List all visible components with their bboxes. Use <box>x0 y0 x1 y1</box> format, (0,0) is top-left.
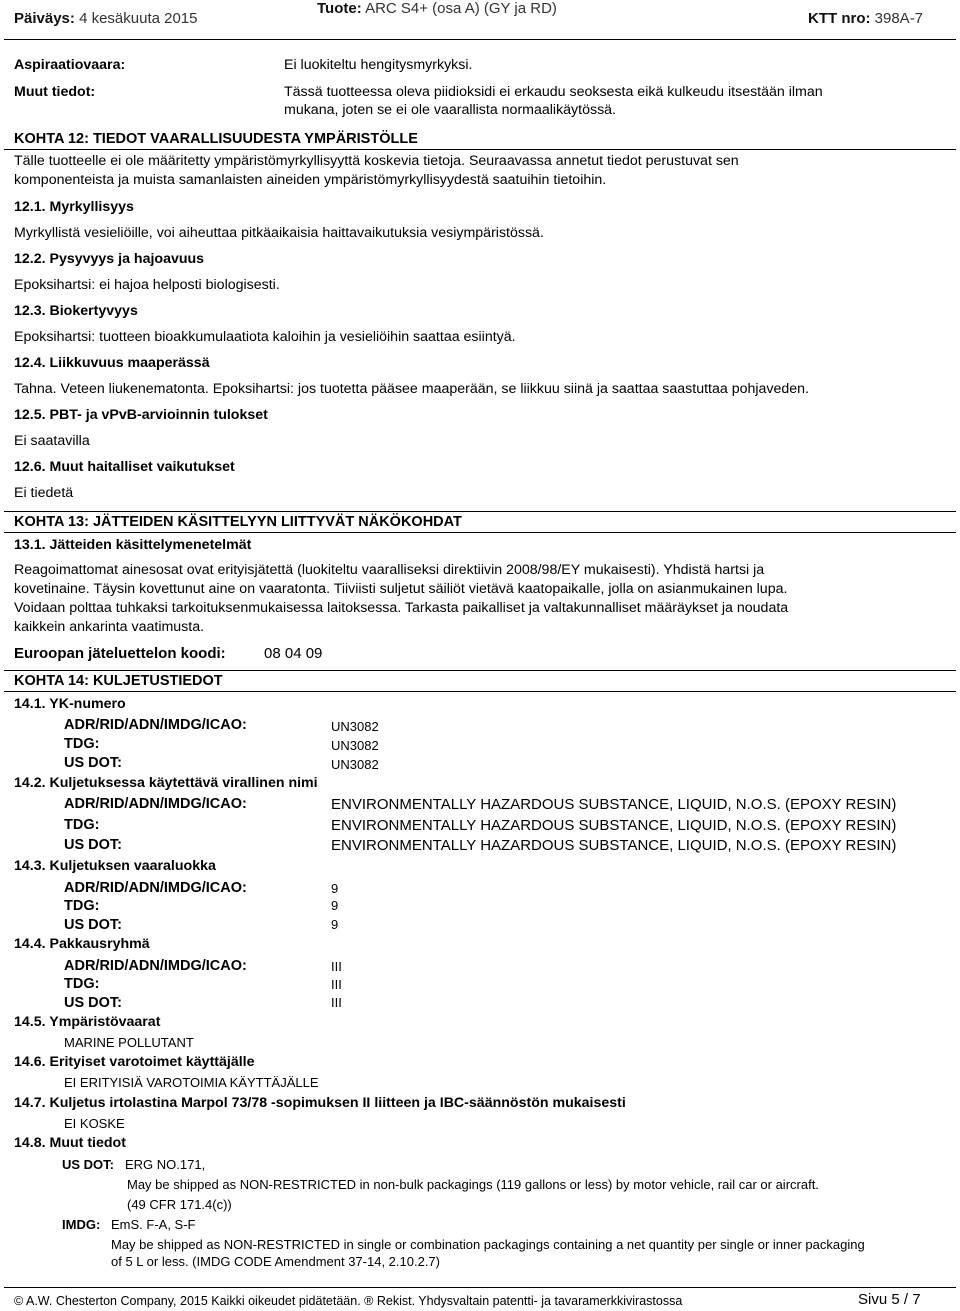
un-tdg-value: UN3082 <box>331 738 379 753</box>
date-field <box>14 10 198 27</box>
date-value: 4 kesäkuuta 2015 <box>79 10 198 27</box>
pg-us-value: III <box>331 995 342 1010</box>
name-tdg-value: ENVIRONMENTALLY HAZARDOUS SUBSTANCE, LIQUID, N.O.S. (EPOXY RESIN) <box>331 817 897 834</box>
usdot-note-2: (49 CFR 171.4(c)) <box>127 1197 232 1212</box>
s14-5-heading: 14.5. Ympäristövaarat <box>14 1014 161 1030</box>
footer-page-number: Sivu 5 / 7 <box>858 1291 921 1308</box>
name-adr-value: ENVIRONMENTALLY HAZARDOUS SUBSTANCE, LIQUID, N.O.S. (EPOXY RESIN) <box>331 796 897 813</box>
s12-intro-1: Tälle tuotteelle ei ole määritetty ympäristömyrkyllisyyttä koskevia tietoja. Seuraavassa annetut tiedot perustuvat sen <box>14 153 739 169</box>
un-us-value: UN3082 <box>331 757 379 772</box>
usdot-label: US DOT: <box>62 1157 114 1172</box>
date-label: Päiväys: <box>14 10 75 27</box>
class-tdg-value: 9 <box>331 898 339 913</box>
header-divider <box>4 39 956 40</box>
s13-1-line-1: Reagoimattomat ainesosat ovat erityisjätettä (luokiteltu vaaralliseksi direktiivin 2008/98/EY mukaisesti). Yhdistä hartsi ja <box>14 562 765 578</box>
usdot-value: ERG NO.171, <box>125 1157 206 1172</box>
s12-2-text: Epoksihartsi: ei hajoa helposti biologisesti. <box>14 277 280 293</box>
section-13-divider <box>4 532 956 533</box>
s12-5-heading: 12.5. PBT- ja vPvB-arvioinnin tulokset <box>14 407 268 423</box>
section-14-top-divider <box>4 670 956 671</box>
s12-4-text: Tahna. Veteen liukenematonta. Epoksihartsi: jos tuotetta pääsee maaperään, se liikkuu siinä ja saattaa saastuttaa pohjaveden. <box>14 381 810 397</box>
imdg-label: IMDG: <box>62 1217 101 1232</box>
s12-intro-2: komponenteista ja muista samanlaisten aineiden ympäristömyrkyllisyydestä saatuihin tietoihin. <box>14 172 607 188</box>
name-tdg-label: TDG: <box>64 817 100 833</box>
section-12-title: KOHTA 12: TIEDOT VAARALLISUUDESTA YMPÄRISTÖLLE <box>14 131 418 147</box>
s14-2-heading: 14.2. Kuljetuksessa käytettävä virallinen nimi <box>14 775 318 791</box>
waste-code-label: Euroopan jäteluettelon koodi: <box>14 645 226 662</box>
waste-code-value: 08 04 09 <box>264 645 323 662</box>
un-tdg-label: TDG: <box>64 736 100 752</box>
imdg-note-2: of 5 L or less. (IMDG CODE Amendment 37-14, 2.10.2.7) <box>111 1254 440 1269</box>
name-us-label: US DOT: <box>64 837 122 853</box>
ktt-label: KTT nro: <box>808 10 871 27</box>
s14-7-heading: 14.7. Kuljetus irtolastina Marpol 73/78 -sopimuksen II liitteen ja IBC-säännöstön mukaisesti <box>14 1095 626 1111</box>
s13-1-heading: 13.1. Jätteiden käsittelymenetelmät <box>14 537 252 553</box>
s12-1-heading: 12.1. Myrkyllisyys <box>14 199 134 215</box>
s14-7-text: EI KOSKE <box>64 1116 125 1131</box>
imdg-value: EmS. F-A, S-F <box>111 1217 196 1232</box>
s14-4-heading: 14.4. Pakkausryhmä <box>14 936 150 952</box>
other-info-line-2: mukana, joten se ei ole vaarallista normaalikäytössä. <box>284 102 616 118</box>
section-12-divider <box>4 149 956 150</box>
name-us-value: ENVIRONMENTALLY HAZARDOUS SUBSTANCE, LIQUID, N.O.S. (EPOXY RESIN) <box>331 837 897 854</box>
aspiration-label: Aspiraatiovaara: <box>14 57 126 73</box>
footer-copyright: © A.W. Chesterton Company, 2015 Kaikki oikeudet pidätetään. ® Rekist. Yhdysvaltain patentti- ja tavaramerkkivirastossa <box>14 1294 683 1308</box>
ktt-field <box>808 10 923 27</box>
section-13-title: KOHTA 13: JÄTTEIDEN KÄSITTELYYN LIITTYVÄT NÄKÖKOHDAT <box>14 514 462 530</box>
s14-1-heading: 14.1. YK-numero <box>14 696 126 712</box>
s12-2-heading: 12.2. Pysyvyys ja hajoavuus <box>14 251 205 267</box>
s12-3-heading: 12.3. Biokertyvyys <box>14 303 138 319</box>
pg-adr-label: ADR/RID/ADN/IMDG/ICAO: <box>64 958 247 974</box>
other-info-line-1: Tässä tuotteessa oleva piidioksidi ei erkaudu seoksesta eikä kulkeudu itsestään ilman <box>284 84 823 100</box>
page-header <box>0 0 960 38</box>
un-adr-label: ADR/RID/ADN/IMDG/ICAO: <box>64 717 247 733</box>
s12-6-heading: 12.6. Muut haitalliset vaikutukset <box>14 459 235 475</box>
class-adr-value: 9 <box>331 881 339 896</box>
s12-3-text: Epoksihartsi: tuotteen bioakkumulaatiota kaloihin ja vesieliöihin saattaa esiintyä. <box>14 329 516 345</box>
pg-us-label: US DOT: <box>64 995 122 1011</box>
un-us-label: US DOT: <box>64 755 122 771</box>
section-13-top-divider <box>4 511 956 512</box>
pg-tdg-value: III <box>331 977 342 992</box>
footer-divider <box>4 1287 956 1288</box>
ktt-value: 398A-7 <box>874 10 924 27</box>
s13-1-line-3: Voidaan polttaa tuhkaksi tarkoituksenmukaisessa laitoksessa. Tarkasta paikalliset ja valtakunnalliset määräykset ja noudata <box>14 600 789 616</box>
s12-4-heading: 12.4. Liikkuvuus maaperässä <box>14 355 210 371</box>
s14-6-heading: 14.6. Erityiset varotoimet käyttäjälle <box>14 1054 255 1070</box>
other-info-label: Muut tiedot: <box>14 84 96 100</box>
class-us-label: US DOT: <box>64 917 122 933</box>
s14-8-heading: 14.8. Muut tiedot <box>14 1135 126 1151</box>
section-14-divider <box>4 691 956 692</box>
un-adr-value: UN3082 <box>331 719 379 734</box>
aspiration-value: Ei luokiteltu hengitysmyrkyksi. <box>284 57 473 73</box>
class-tdg-label: TDG: <box>64 898 100 914</box>
pg-tdg-label: TDG: <box>64 976 100 992</box>
s12-6-text: Ei tiedetä <box>14 485 74 501</box>
usdot-note-1: May be shipped as NON-RESTRICTED in non-bulk packagings (119 gallons or less) by motor vehicle, rail car or aircraft. <box>127 1177 819 1192</box>
s14-6-text: EI ERITYISIÄ VAROTOIMIA KÄYTTÄJÄLLE <box>64 1075 319 1090</box>
product-value: ARC S4+ (osa A) (GY ja RD) <box>365 0 557 17</box>
s13-1-line-4: kaikkein ankarinta vaatimusta. <box>14 619 205 635</box>
name-adr-label: ADR/RID/ADN/IMDG/ICAO: <box>64 796 247 812</box>
class-us-value: 9 <box>331 917 339 932</box>
s12-5-text: Ei saatavilla <box>14 433 90 449</box>
product-label: Tuote: <box>317 0 362 17</box>
s14-3-heading: 14.3. Kuljetuksen vaaraluokka <box>14 858 216 874</box>
section-14-title: KOHTA 14: KULJETUSTIEDOT <box>14 673 223 689</box>
product-field <box>317 0 557 17</box>
s12-1-text: Myrkyllistä vesieliöille, voi aiheuttaa pitkäaikaisia haittavaikutuksia vesiympäristössä. <box>14 225 544 241</box>
pg-adr-value: III <box>331 959 342 974</box>
imdg-note-1: May be shipped as NON-RESTRICTED in single or combination packagings containing a net quantity per single or inner packaging <box>111 1237 865 1252</box>
class-adr-label: ADR/RID/ADN/IMDG/ICAO: <box>64 880 247 896</box>
s14-5-text: MARINE POLLUTANT <box>64 1035 194 1050</box>
s13-1-line-2: kovetinaine. Täysin kovettunut aine on vaaratonta. Tiiviisti suljetut säiliöt vietävä kaatopaikalle, jolla on asianmukainen lupa. <box>14 581 788 597</box>
